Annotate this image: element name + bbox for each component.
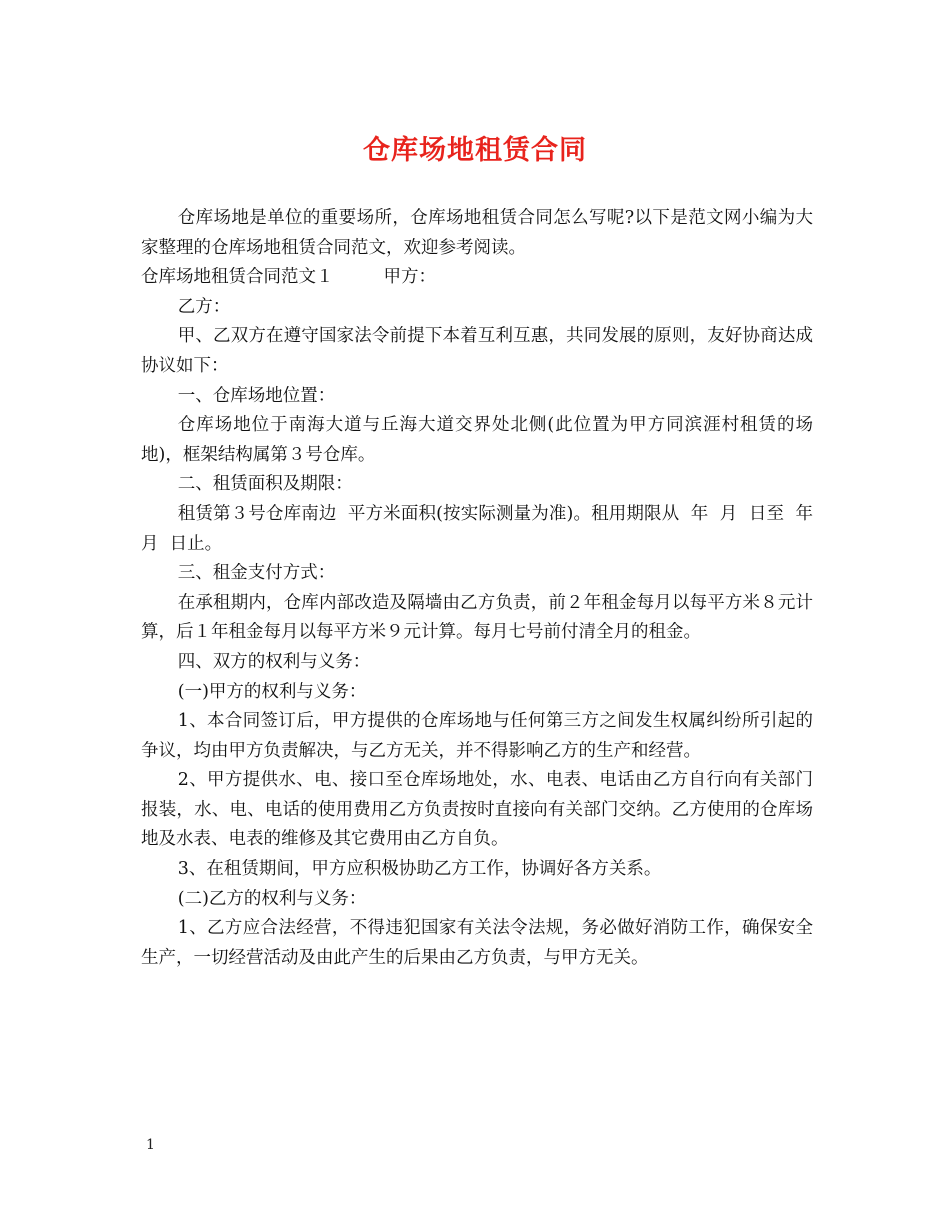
preamble-paragraph: 甲、乙双方在遵守国家法令前提下本着互利互惠，共同发展的原则，友好协商达成协议如下：: [141, 326, 813, 376]
section-4-heading: 四、双方的权利与义务：: [177, 651, 371, 672]
section-3-heading: 三、租金支付方式：: [177, 563, 336, 584]
section-4a-item-1: 1、本合同签订后，甲方提供的仓库场地与任何第三方之间发生权属纠纷所引起的争议，均由甲方负责解决，与乙方无关，并不得影响乙方的生产和经营。: [141, 711, 813, 761]
intro-paragraph: 仓库场地是单位的重要场所，仓库场地租赁合同怎么写呢?以下是范文网小编为大家整理的仓库场地租赁合同范文，欢迎参考阅读。: [141, 208, 813, 258]
document-body: [141, 204, 825, 973]
section-1-text: 仓库场地位于南海大道与丘海大道交界处北侧(此位置为甲方同滨涯村租赁的场地)，框架结构属第３号仓库。: [141, 415, 813, 465]
section-3-text: 在承租期内，仓库内部改造及隔墙由乙方负责，前２年租金每月以每平方米８元计算，后１年租金每月以每平方米９元计算。每月七号前付清全月的租金。: [141, 592, 813, 643]
section-4b-item-1: 1、乙方应合法经营，不得违犯国家有关法令法规，务必做好消防工作，确保安全生产，一切经营活动及由此产生的后果由乙方负责，与甲方无关。: [141, 918, 813, 968]
section-4a-heading: (一)甲方的权利与义务：: [177, 681, 367, 702]
party-a-label: 甲方：: [383, 267, 436, 288]
document-title: 仓库场地租赁合同: [363, 135, 587, 166]
party-b-label: 乙方：: [177, 296, 231, 317]
section-4a-item-3: 3、在租赁期间，甲方应积极协助乙方工作，协调好各方关系。: [177, 859, 662, 880]
section-1-heading: 一、仓库场地位置：: [177, 385, 336, 406]
section-4a-item-2: 2、甲方提供水、电、接口至仓库场地处，水、电表、电话由乙方自行向有关部门报装，水、电、电话的使用费用乙方负责按时直接向有关部门交纳。乙方使用的仓库场地及水表、电表的维修及其它费用由乙方自负。: [141, 770, 813, 850]
section-2-heading: 二、租赁面积及期限：: [177, 474, 353, 495]
sample-heading-line: [141, 263, 813, 293]
page-number: 1: [146, 1137, 155, 1153]
sample-heading: 仓库场地租赁合同范文１: [141, 267, 334, 288]
section-2-text: 租赁第３号仓库南边 平方米面积(按实际测量为准)。租用期限从 年 月 日至 年 月 日止。: [141, 503, 825, 554]
section-4b-heading: (二)乙方的权利与义务：: [177, 888, 367, 909]
